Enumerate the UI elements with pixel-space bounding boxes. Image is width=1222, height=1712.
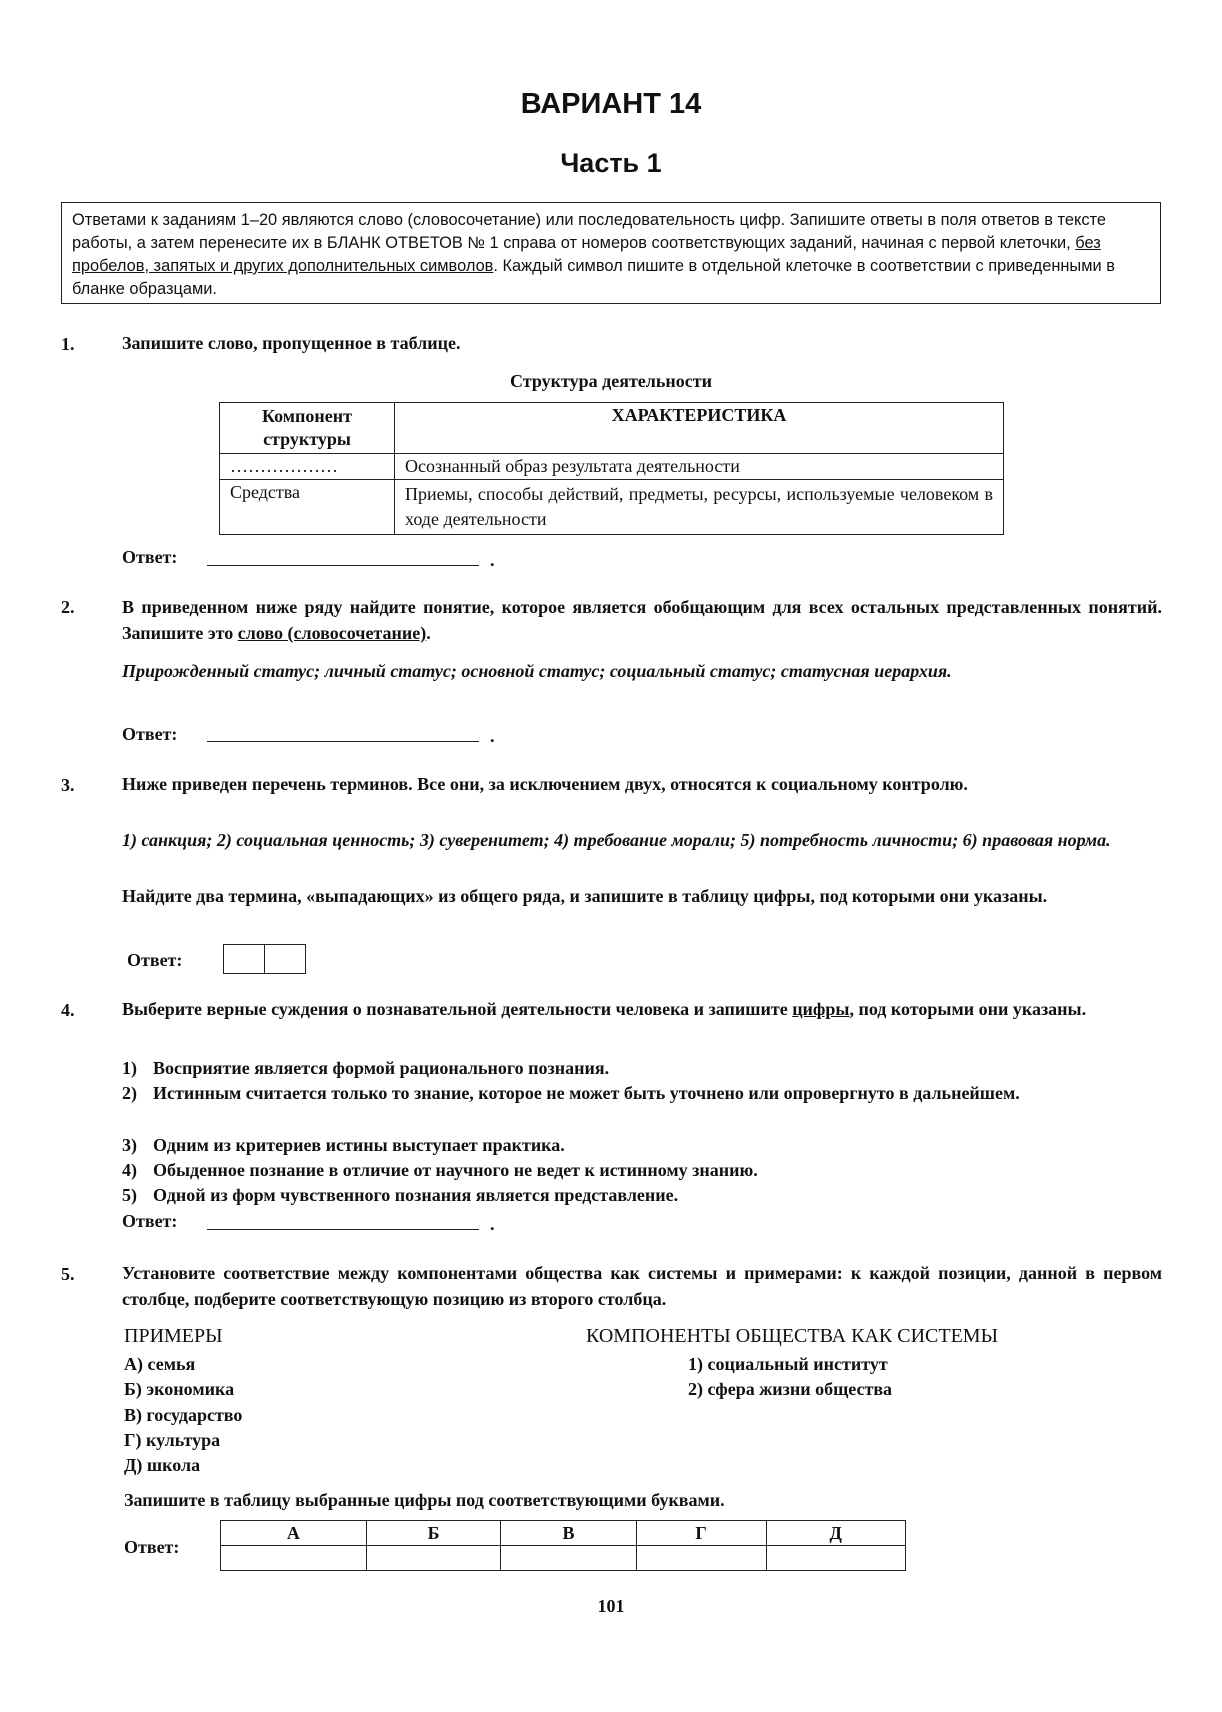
q4-text-after: , под которыми они указаны. [849, 999, 1087, 1019]
q2-text-after: . [426, 623, 431, 643]
q2-series: Прирожденный статус; личный статус; основной статус; социальный статус; статусная иерархия. [122, 661, 952, 681]
q5-left-item-3: В) государство [124, 1405, 243, 1425]
q2-text [122, 594, 1162, 646]
q2-underlined: слово (словосочетание) [237, 623, 427, 643]
q2-answer-label: Ответ: [122, 724, 178, 744]
q5-letter-b: Б [366, 1521, 500, 1546]
q1-col1-header: Компонент структуры [220, 403, 395, 454]
q1-row2-c2: Приемы, способы действий, предметы, ресурсы, используемые человеком в ходе деятельности [395, 480, 1004, 535]
q4-text [122, 996, 1162, 1022]
q5-answer-label: Ответ: [124, 1537, 180, 1557]
q1-table-title: Структура деятельности [510, 371, 712, 391]
q1-row2-c1: Средства [220, 480, 395, 535]
q5-letter-a: А [221, 1521, 367, 1546]
instructions-text-after: . Каждый символ пишите в отдельной клеточке в соответствии с приведенными в бланке образцами. [72, 257, 1115, 298]
q3-text: Ниже приведен перечень терминов. Все они, за исключением двух, относятся к социальному контролю. [122, 774, 968, 794]
q5-number: 5. [61, 1264, 75, 1284]
q4-underlined: цифры [792, 999, 850, 1019]
q5-right-item-1: 1) социальный институт [688, 1354, 888, 1374]
q5-left-header: ПРИМЕРЫ [124, 1325, 223, 1347]
instructions-underlined: без пробелов, запятых и других дополнительных символов [72, 234, 1101, 275]
q3-answer-label: Ответ: [127, 950, 183, 970]
q1-col2-header: ХАРАКТЕРИСТИКА [395, 403, 1004, 454]
q2-answer-dot: . [490, 726, 495, 746]
q5-left-item-1: А) семья [124, 1354, 196, 1374]
q5-letter-d: Д [766, 1521, 906, 1546]
q1-answer-dot: . [490, 550, 495, 570]
q3-number: 3. [61, 775, 75, 795]
q4-item-2: 2) Истинным считается только то знание, которое не может быть уточнено или опровергнуто в дальнейшем. [122, 1083, 1020, 1103]
q2-number: 2. [61, 597, 75, 617]
q5-right-item-2: 2) сфера жизни общества [688, 1379, 893, 1399]
q4-text-before: Выберите верные суждения о познавательной деятельности человека и запишите [122, 999, 793, 1019]
q1-row1-c1: ……………… [220, 454, 395, 480]
q5-left-item-4: Г) культура [124, 1430, 221, 1450]
q1-text: Запишите слово, пропущенное в таблице. [122, 333, 461, 353]
q5-answer-table [220, 1520, 906, 1571]
instructions-text-before: Ответами к заданиям 1–20 являются слово (словосочетание) или последовательность цифр. Запишите ответы в поля ответов в тексте работы, а затем перенесите их в БЛАНК ОТВЕТОВ № 1 справа от номеров соответствующих заданий, начиная с первой клеточки, [72, 211, 1106, 252]
q3-terms: 1) санкция; 2) социальная ценность; 3) суверенитет; 4) требование морали; 5) потребность личности; 6) правовая норма. [122, 830, 1111, 850]
q4-item-1: 1) Восприятие является формой рационального познания. [122, 1058, 610, 1078]
q3-task: Найдите два термина, «выпадающих» из общего ряда, и запишите в таблицу цифры, под которыми они указаны. [122, 886, 1048, 906]
q5-letter-g: Г [636, 1521, 766, 1546]
q2-answer-line[interactable] [207, 741, 479, 742]
q5-left-item-5: Д) школа [124, 1455, 201, 1475]
instructions-box [61, 202, 1161, 304]
variant-title: ВАРИАНТ 14 [520, 88, 702, 120]
page-number: 101 [597, 1596, 625, 1616]
q5-letter-v: В [501, 1521, 637, 1546]
q4-answer-line[interactable] [207, 1229, 479, 1230]
q5-right-header: КОМПОНЕНТЫ ОБЩЕСТВА КАК СИСТЕМЫ [586, 1325, 999, 1347]
q2-text-before: В приведенном ниже ряду найдите понятие, которое является обобщающим для всех остальных представленных понятий. Запишите это [122, 597, 1162, 643]
q3-answer-cell-1[interactable] [224, 945, 265, 974]
q1-answer-line[interactable] [207, 565, 479, 566]
q5-text: Установите соответствие между компонентами общества как системы и примерами: к каждой позиции, данной в первом столбце, подберите соответствующую позицию из второго столбца. [122, 1263, 1162, 1309]
q5-answer-cell-g[interactable] [636, 1546, 766, 1571]
q5-answer-cell-b[interactable] [366, 1546, 500, 1571]
q1-table [219, 402, 1004, 535]
q5-answer-cell-v[interactable] [501, 1546, 637, 1571]
q4-answer-dot: . [490, 1214, 495, 1234]
q4-item-4: 4) Обыденное познание в отличие от научного не ведет к истинному знанию. [122, 1160, 758, 1180]
q5-answer-cell-a[interactable] [221, 1546, 367, 1571]
q4-number: 4. [61, 1000, 75, 1020]
q1-number: 1. [61, 334, 75, 354]
q4-item-3: 3) Одним из критериев истины выступает практика. [122, 1135, 565, 1155]
q5-answer-cell-d[interactable] [766, 1546, 906, 1571]
q4-item-5: 5) Одной из форм чувственного познания является представление. [122, 1185, 679, 1205]
q5-instruction: Запишите в таблицу выбранные цифры под соответствующими буквами. [124, 1490, 725, 1510]
q4-answer-label: Ответ: [122, 1211, 178, 1231]
q5-left-item-2: Б) экономика [124, 1379, 235, 1399]
part-title: Часть 1 [560, 148, 662, 178]
q1-answer-label: Ответ: [122, 547, 178, 567]
q3-answer-cell-2[interactable] [265, 945, 306, 974]
q1-row1-c2: Осознанный образ результата деятельности [395, 454, 1004, 480]
q3-answer-cells [223, 944, 306, 974]
